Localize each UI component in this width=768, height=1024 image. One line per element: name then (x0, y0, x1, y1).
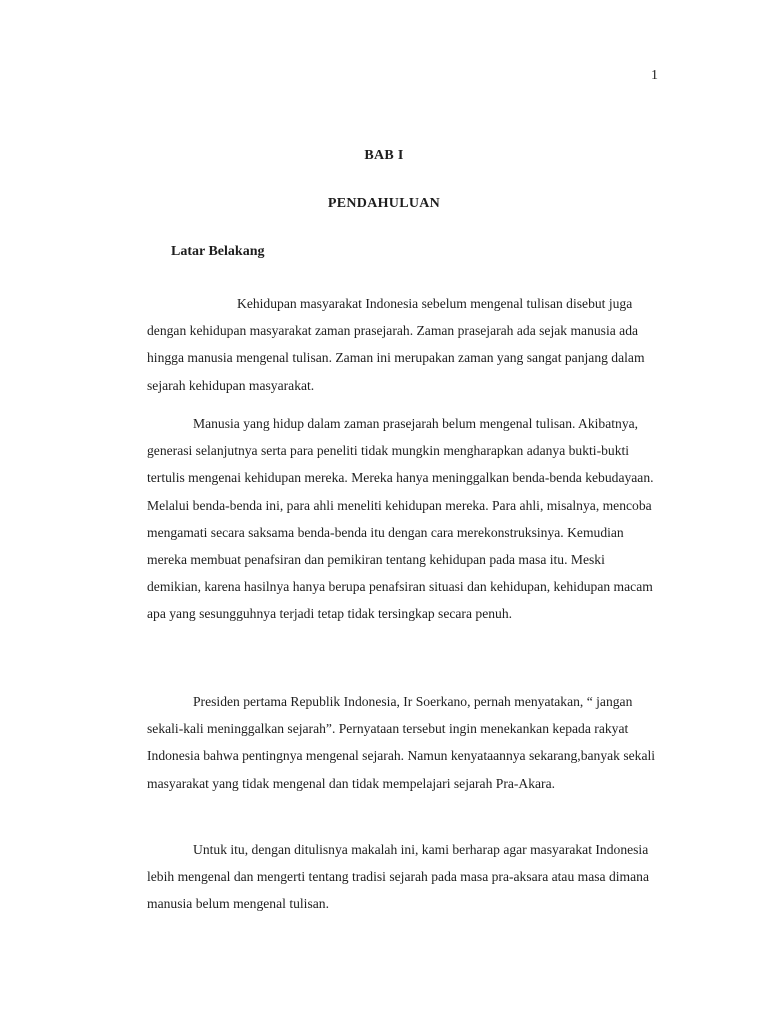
section-heading: Latar Belakang (171, 244, 265, 259)
paragraph-1: Kehidupan masyarakat Indonesia sebelum mengenal tulisan disebut juga dengan kehidupan masyarakat zaman prasejarah. Zaman prasejarah ada sejak manusia ada hingga manusia mengenal tulisan. Zaman ini merupakan zaman yang sangat panjang dalam sejarah kehidupan masyarakat. (147, 296, 645, 393)
chapter-label: BAB I (364, 148, 404, 163)
paragraph-2: Manusia yang hidup dalam zaman prasejarah belum mengenal tulisan. Akibatnya, generasi selanjutnya serta para peneliti tidak mungkin mengharapkan adanya bukti-bukti tertulis mengenai kehidupan mereka. Mereka hanya meninggalkan benda-benda kebudayaan. Melalui benda-benda ini, para ahli meneliti kehidupan mereka. Para ahli, misalnya, mencoba mengamati secara saksama benda-benda itu dengan cara merekonstruksinya. Kemudian mereka membuat penafsiran dan pemikiran tentang kehidupan pada masa itu. Meski demikian, karena hasilnya hanya berupa penafsiran situasi dan kehidupan, kehidupan macam apa yang sesungguhnya terjadi tetap tidak tersingkap secara penuh. (147, 416, 654, 622)
paragraph-3: Presiden pertama Republik Indonesia, Ir Soerkano, pernah menyatakan, “ jangan sekali-kali meninggalkan sejarah”. Pernyataan tersebut ingin menekankan kepada rakyat Indonesia bahwa pentingnya mengenal sejarah. Namun kenyataannya sekarang,banyak sekali masyarakat yang tidak mengenal dan tidak mempelajari sejarah Pra-Akara. (147, 694, 656, 791)
page-number: 1 (651, 68, 658, 83)
chapter-title: PENDAHULUAN (327, 196, 441, 211)
paragraph-4: Untuk itu, dengan ditulisnya makalah ini, kami berharap agar masyarakat Indonesia lebih mengenal dan mengerti tentang tradisi sejarah pada masa pra-aksara atau masa dimana manusia belum mengenal tulisan. (147, 842, 649, 912)
